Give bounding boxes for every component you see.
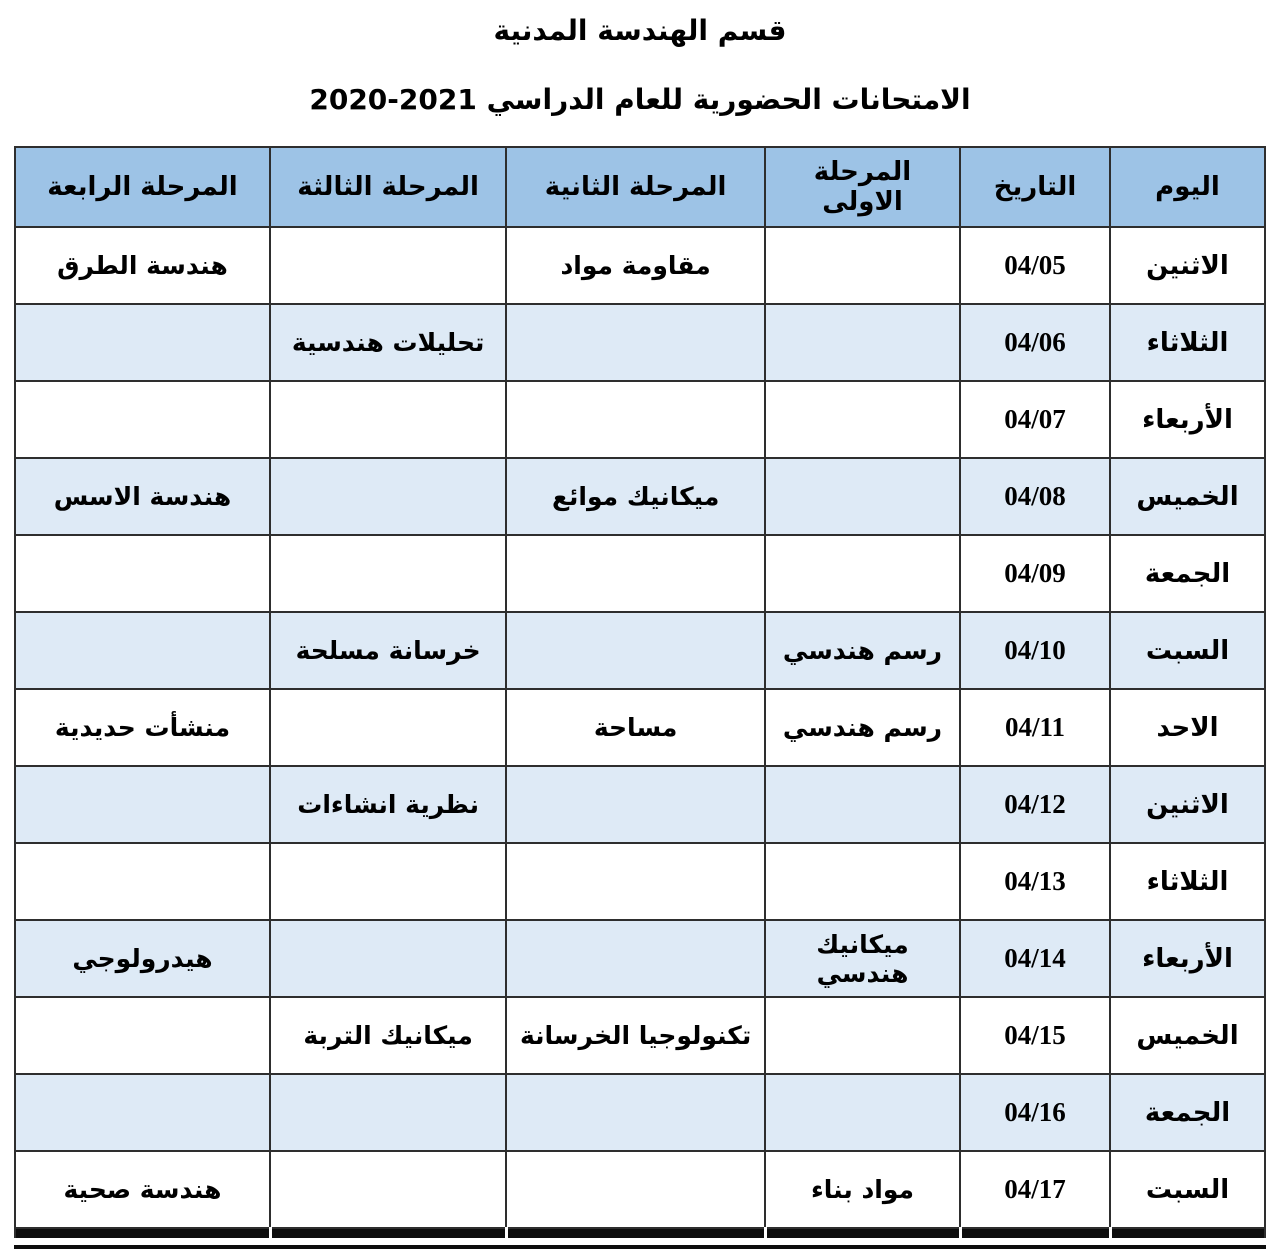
- stage1-cell: [765, 766, 960, 843]
- date-cell: 04/12: [960, 766, 1110, 843]
- table-row: [15, 227, 1265, 304]
- stage4-cell: [15, 997, 270, 1074]
- stage4-cell: [15, 1074, 270, 1151]
- date-cell: 04/07: [960, 381, 1110, 458]
- date-cell: 04/11: [960, 689, 1110, 766]
- stage3-cell: نظرية انشاءات: [270, 766, 506, 843]
- stage1-cell: رسم هندسي: [765, 612, 960, 689]
- day-cell: السبت: [1110, 1151, 1265, 1228]
- table-row: [15, 535, 1265, 612]
- date-cell: 04/13: [960, 843, 1110, 920]
- day-cell: الثلاثاء: [1110, 843, 1265, 920]
- stage4-cell: منشأت حديدية: [15, 689, 270, 766]
- stage2-cell: [506, 1074, 765, 1151]
- stage4-cell: هيدرولوجي: [15, 920, 270, 997]
- header-cell-day: اليوم: [1110, 147, 1265, 227]
- day-cell: الجمعة: [1110, 535, 1265, 612]
- separator-band-row: [15, 1228, 1265, 1239]
- separator-cell: [960, 1228, 1110, 1239]
- stage4-cell: [15, 535, 270, 612]
- date-cell: 04/06: [960, 304, 1110, 381]
- stage3-cell: ميكانيك التربة: [270, 997, 506, 1074]
- table-header-row: [15, 147, 1265, 227]
- stage2-cell: مساحة: [506, 689, 765, 766]
- day-cell: الأربعاء: [1110, 920, 1265, 997]
- stage3-cell: [270, 227, 506, 304]
- header-cell-stage1: المرحلة الاولى: [765, 147, 960, 227]
- date-cell: 04/09: [960, 535, 1110, 612]
- stage3-cell: خرسانة مسلحة: [270, 612, 506, 689]
- stage1-cell: [765, 227, 960, 304]
- day-cell: الجمعة: [1110, 1074, 1265, 1151]
- schedule-table-container: [0, 146, 1280, 1249]
- stage3-cell: تحليلات هندسية: [270, 304, 506, 381]
- stage1-cell: [765, 535, 960, 612]
- day-cell: الاثنين: [1110, 766, 1265, 843]
- stage3-cell: [270, 1151, 506, 1228]
- table-row: [15, 1074, 1265, 1151]
- date-cell: 04/05: [960, 227, 1110, 304]
- header-cell-stage3: المرحلة الثالثة: [270, 147, 506, 227]
- stage3-cell: [270, 458, 506, 535]
- stage1-cell: [765, 381, 960, 458]
- stage2-cell: [506, 612, 765, 689]
- document-header: [0, 0, 1280, 116]
- separator-cell: [765, 1228, 960, 1239]
- exam-schedule-table: [14, 146, 1266, 1241]
- stage4-cell: [15, 843, 270, 920]
- table-row: [15, 1151, 1265, 1228]
- stage2-cell: [506, 381, 765, 458]
- stage2-cell: ميكانيك موائع: [506, 458, 765, 535]
- date-cell: 04/14: [960, 920, 1110, 997]
- stage1-cell: [765, 997, 960, 1074]
- day-cell: الاحد: [1110, 689, 1265, 766]
- stage3-cell: [270, 535, 506, 612]
- stage3-cell: [270, 843, 506, 920]
- table-row: [15, 304, 1265, 381]
- stage2-cell: [506, 920, 765, 997]
- header-cell-stage2: المرحلة الثانية: [506, 147, 765, 227]
- stage3-cell: [270, 381, 506, 458]
- separator-cell: [1110, 1228, 1265, 1239]
- date-cell: 04/17: [960, 1151, 1110, 1228]
- stage4-cell: هندسة الاسس: [15, 458, 270, 535]
- table-row: [15, 766, 1265, 843]
- stage1-cell: [765, 843, 960, 920]
- date-cell: 04/10: [960, 612, 1110, 689]
- stage4-cell: [15, 766, 270, 843]
- stage1-cell: رسم هندسي: [765, 689, 960, 766]
- stage4-cell: [15, 381, 270, 458]
- day-cell: الثلاثاء: [1110, 304, 1265, 381]
- table-row: [15, 612, 1265, 689]
- stage4-cell: [15, 612, 270, 689]
- header-cell-stage4: المرحلة الرابعة: [15, 147, 270, 227]
- stage2-cell: تكنولوجيا الخرسانة: [506, 997, 765, 1074]
- date-cell: 04/16: [960, 1074, 1110, 1151]
- day-cell: الاثنين: [1110, 227, 1265, 304]
- separator-cell: [15, 1228, 270, 1239]
- exam-schedule-title: الامتحانات الحضورية للعام الدراسي 2021-2020: [309, 83, 971, 116]
- stage3-cell: [270, 1074, 506, 1151]
- department-title: قسم الهندسة المدنية: [493, 14, 787, 47]
- table-row: [15, 458, 1265, 535]
- table-row: [15, 381, 1265, 458]
- day-cell: الأربعاء: [1110, 381, 1265, 458]
- table-body: [15, 227, 1265, 1239]
- day-cell: الخميس: [1110, 458, 1265, 535]
- table-row: [15, 843, 1265, 920]
- separator-cell: [270, 1228, 506, 1239]
- stage2-cell: [506, 766, 765, 843]
- stage3-cell: [270, 920, 506, 997]
- stage2-cell: مقاومة مواد: [506, 227, 765, 304]
- stage1-cell: ميكانيك هندسي: [765, 920, 960, 997]
- stage2-cell: [506, 304, 765, 381]
- stage4-cell: هندسة صحية: [15, 1151, 270, 1228]
- stage1-cell: مواد بناء: [765, 1151, 960, 1228]
- stage1-cell: [765, 1074, 960, 1151]
- page-bottom-edge-line: [14, 1245, 1266, 1249]
- stage4-cell: هندسة الطرق: [15, 227, 270, 304]
- header-cell-date: التاريخ: [960, 147, 1110, 227]
- separator-cell: [506, 1228, 765, 1239]
- table-row: [15, 689, 1265, 766]
- stage3-cell: [270, 689, 506, 766]
- day-cell: السبت: [1110, 612, 1265, 689]
- table-row: [15, 920, 1265, 997]
- date-cell: 04/15: [960, 997, 1110, 1074]
- day-cell: الخميس: [1110, 997, 1265, 1074]
- stage2-cell: [506, 843, 765, 920]
- stage1-cell: [765, 304, 960, 381]
- date-cell: 04/08: [960, 458, 1110, 535]
- stage4-cell: [15, 304, 270, 381]
- stage1-cell: [765, 458, 960, 535]
- stage2-cell: [506, 1151, 765, 1228]
- stage2-cell: [506, 535, 765, 612]
- table-row: [15, 997, 1265, 1074]
